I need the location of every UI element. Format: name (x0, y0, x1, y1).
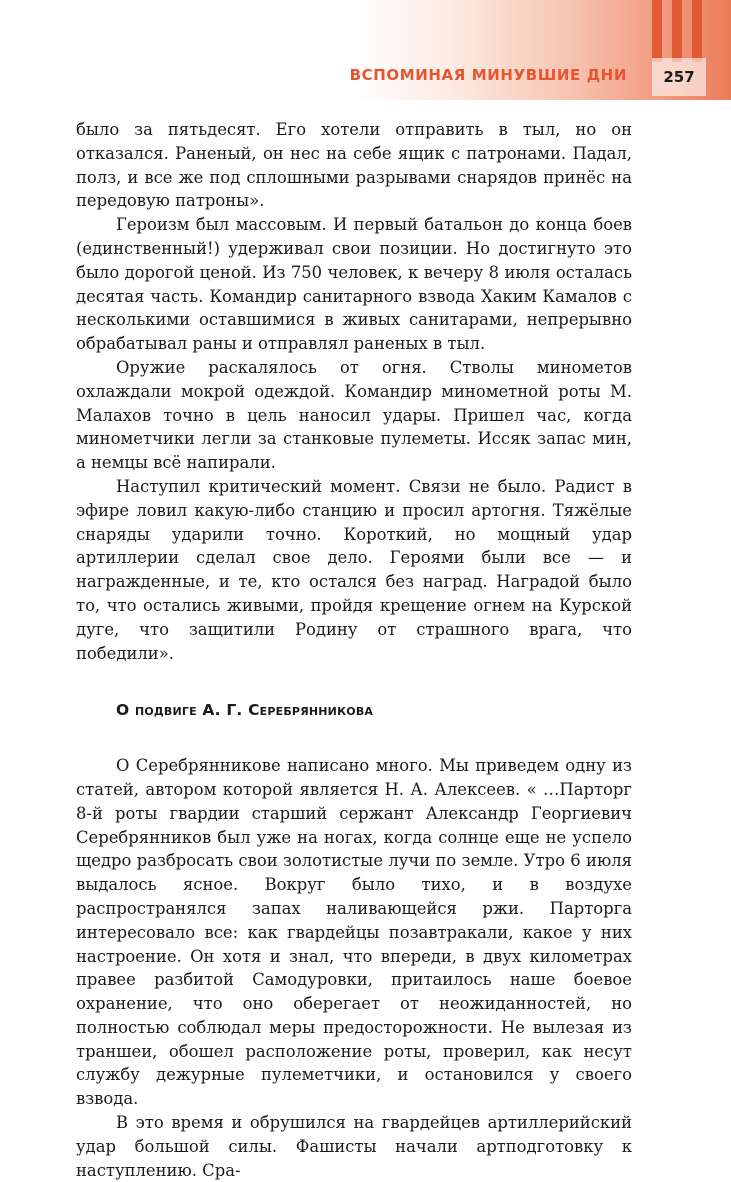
page-number-box (652, 58, 706, 96)
paragraph: О Серебрянникове написано много. Мы приведем одну из статей, автором которой является Н. А. Алексеев. « …Парторг 8-й роты гвардии старший сержант Александр Георгиевич Серебрянников был уже на ногах, когда солнце еще не успело щедро разбросать свои золотистые лучи по земле. Утро 6 июля выдалось ясное. Вокруг было тихо, и в воздухе распространялся запах наливающейся ржи. Парторга интересовало все: как гвардейцы позавтракали, какое у них настроение. Он хотя и знал, что впереди, в двух километрах правее разбитой Самодуровки, притаилось наше боевое охранение, что оно оберегает от неожиданностей, но полностью соблюдал меры предосторожности. Не вылезая из траншеи, обошел расположение роты, проверил, как несут службу дежурные пулеметчики, и остановился у своего взвода. (76, 756, 632, 1109)
paragraph: Героизм был массовым. И первый батальон до конца боев (единственный!) удерживал свои позиции. Но достигнуто это было дорогой ценой. Из 750 человек, к вечеру 8 июля осталась десятая часть. Командир санитарного взвода Хаким Камалов с несколькими оставшимися в живых санитарами, непрерывно обрабатывал раны и отправлял раненых в тыл. (76, 215, 632, 354)
decorative-stripes (652, 0, 712, 62)
header-band (0, 0, 731, 100)
stripe (672, 0, 682, 62)
paragraph: Наступил критический момент. Связи не было. Радист в эфире ловил какую-либо станцию и просил артогня. Тяжёлые снаряды ударили точно. Короткий, но мощный удар артиллерии сделал свое дело. Героями были все — и награжденные, и те, кто остался без наград. Наградой было то, что остались живыми, пройдя крещение огнем на Курской дуге, что защитили Родину от страшного врага, что победили». (76, 476, 632, 663)
page-content (76, 118, 632, 1182)
stripe (692, 0, 702, 62)
paragraph: Оружие раскалялось от огня. Стволы минометов охлаждали мокрой одеждой. Командир минометной роты М. Малахов точно в цель наносил удары. Пришел час, когда минометчики легли за станковые пулеметы. Иссяк запас мин, а немцы всё напирали. (76, 357, 632, 473)
paragraph: было за пятьдесят. Его хотели отправить в тыл, но он отказался. Раненый, он нес на себе ящик с патронами. Падал, полз, и все же под сплошными разрывами снарядов принёс на передовую патроны». (76, 120, 632, 211)
running-title: ВСПОМИНАЯ МИНУВШИЕ ДНИ (349, 66, 627, 84)
page-number: 257 (663, 68, 695, 86)
section-heading: О подвиге А. Г. Серебрянникова (116, 701, 374, 720)
paragraph: В это время и обрушился на гвардейцев артиллерийский удар большой силы. Фашисты начали артподготовку к наступлению. Сра- (76, 1113, 632, 1180)
stripe (652, 0, 662, 62)
